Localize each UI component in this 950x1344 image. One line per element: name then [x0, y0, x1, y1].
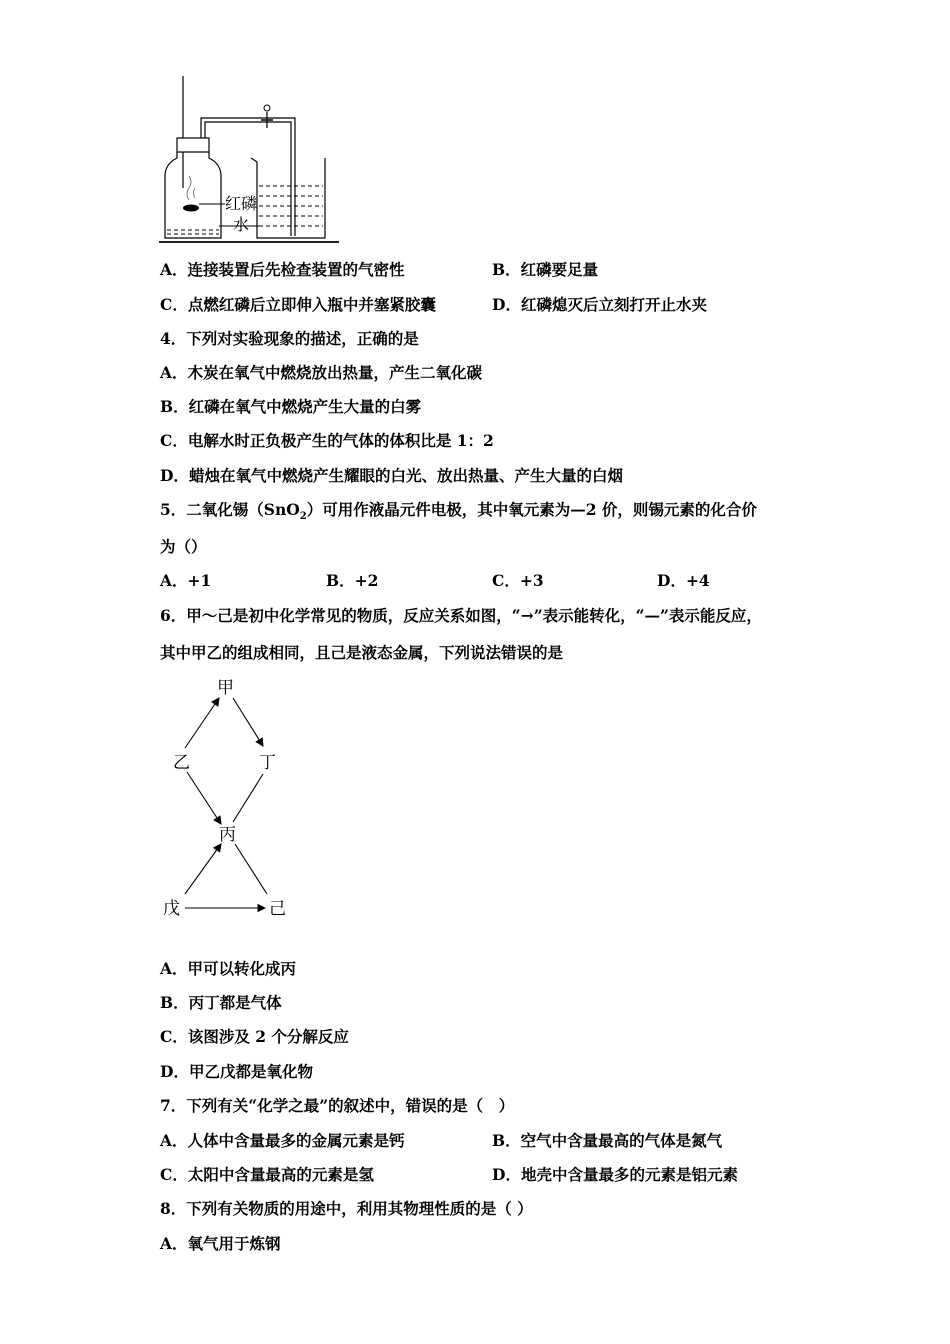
q8-stem: 8．下列有关物质的用途中，利用其物理性质的是（ ） — [160, 1199, 533, 1218]
apparatus-diagram — [155, 70, 345, 248]
q5-stem-sub: 2 — [299, 511, 307, 523]
q8-option-a: A．氧气用于炼钢 — [160, 1234, 281, 1253]
q3-option-a: A．连接装置后先检查装置的气密性 — [160, 260, 405, 279]
node-ding: 丁 — [259, 753, 276, 773]
q5-option-b: B．+2 — [326, 571, 379, 590]
q5-option-d: D．+4 — [657, 571, 710, 590]
relation-diagram — [155, 672, 305, 922]
q5-option-a: A．+1 — [160, 571, 212, 590]
q7-option-b: B．空气中含量最高的气体是氮气 — [492, 1131, 723, 1150]
q6-option-b: B．丙丁都是气体 — [160, 993, 282, 1012]
node-wu: 戊 — [163, 899, 180, 919]
q3-option-c: C．点燃红磷后立即伸入瓶中并塞紧胶囊 — [160, 295, 436, 314]
q3-option-d: D．红磷熄灭后立刻打开止水夹 — [492, 295, 707, 314]
node-bing: 丙 — [219, 825, 236, 845]
q4-option-c: C．电解水时正负极产生的气体的体积比是 1：2 — [160, 431, 494, 450]
q7-option-c: C．太阳中含量最高的元素是氢 — [160, 1165, 374, 1184]
label-phosphorus: 红磷 — [225, 194, 258, 213]
q5-stem-post: ）可用作液晶元件电极，其中氧元素为—2 价，则锡元素的化合价 — [306, 500, 757, 519]
label-water: 水 — [233, 215, 250, 234]
q5-stem — [160, 500, 757, 527]
q4-option-a: A．木炭在氧气中燃烧放出热量，产生二氧化碳 — [160, 363, 483, 382]
q7-stem: 7．下列有关“化学之最”的叙述中，错误的是（ ） — [160, 1096, 515, 1115]
q6-option-c: C．该图涉及 2 个分解反应 — [160, 1027, 349, 1046]
q4-option-b: B．红磷在氧气中燃烧产生大量的白雾 — [160, 397, 422, 416]
q6-stem-line2: 其中甲乙的组成相同，且己是液态金属，下列说法错误的是 — [160, 643, 564, 662]
node-yi: 乙 — [173, 753, 190, 773]
q3-option-b: B．红磷要足量 — [492, 260, 599, 279]
q5-stem-line2: 为（） — [160, 537, 207, 556]
q5-stem-pre: 5．二氧化锡（SnO — [160, 500, 300, 519]
q7-option-a: A．人体中含量最多的金属元素是钙 — [160, 1131, 405, 1150]
q5-option-c: C．+3 — [492, 571, 544, 590]
node-ji: 己 — [269, 899, 286, 919]
q6-stem-line1: 6．甲～己是初中化学常见的物质，反应关系如图，“→”表示能转化，“—”表示能反应， — [160, 606, 762, 625]
node-jia: 甲 — [217, 678, 234, 698]
q7-option-d: D．地壳中含量最多的元素是铝元素 — [492, 1165, 738, 1184]
q6-option-d: D．甲乙戊都是氧化物 — [160, 1062, 313, 1081]
q4-option-d: D．蜡烛在氧气中燃烧产生耀眼的白光、放出热量、产生大量的白烟 — [160, 466, 623, 485]
q4-stem: 4．下列对实验现象的描述，正确的是 — [160, 329, 419, 348]
q6-option-a: A．甲可以转化成丙 — [160, 959, 297, 978]
